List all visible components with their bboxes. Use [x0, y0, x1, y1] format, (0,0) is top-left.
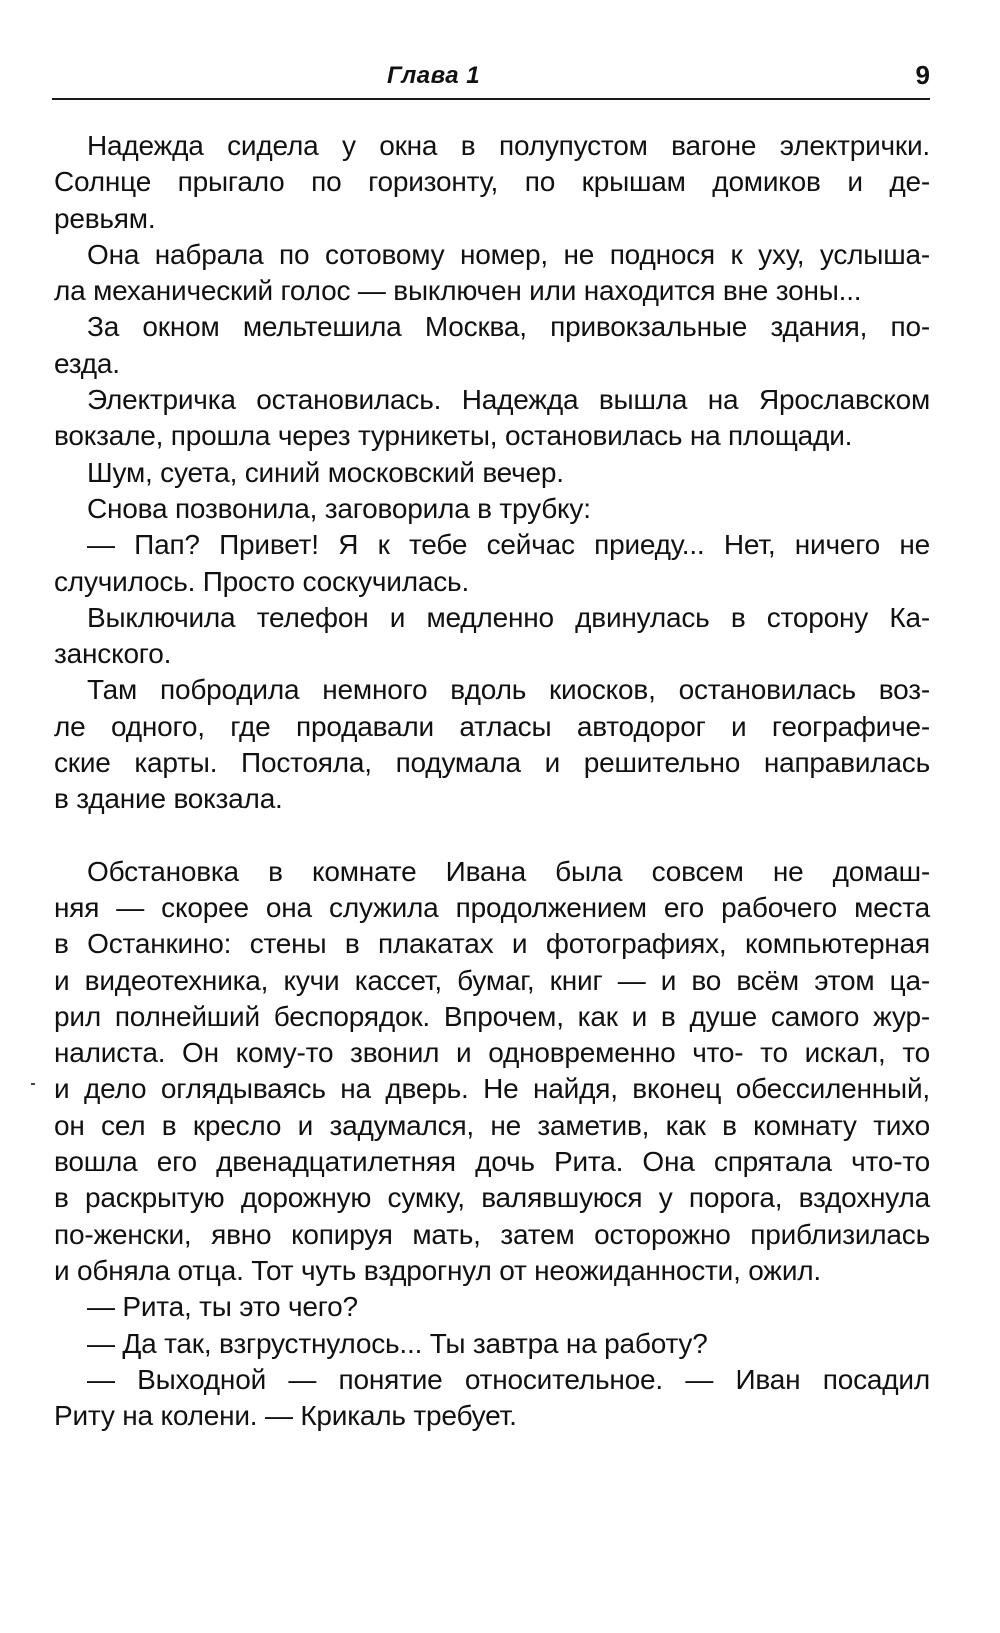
text-line: езда.	[54, 347, 120, 379]
page-number: 9	[915, 60, 930, 90]
text-line: ревьям.	[54, 202, 156, 234]
text-line: он сел в кресло и задумался, не заметив, как в комнату тихо	[54, 1109, 930, 1141]
text-line: За окном мельтешила Москва, привокзальные здания, по-	[87, 311, 930, 343]
text-line: случилось. Просто соскучилась.	[54, 565, 470, 597]
text-line: Выключила телефон и медленно двинулась в сторону Ка-	[87, 601, 930, 633]
text-line: Там побродила немного вдоль киосков, остановилась воз-	[87, 674, 930, 706]
text-line: Электричка остановилась. Надежда вышла на Ярославском	[87, 384, 930, 416]
text-line: Обстановка в комнате Ивана была совсем не домаш-	[87, 855, 930, 887]
text-line: занского.	[54, 638, 172, 670]
text-line: — Да так, взгрустнулось... Ты завтра на работу?	[87, 1327, 708, 1359]
body-text	[54, 128, 930, 1434]
text-line: Риту на колени. — Крикаль требует.	[54, 1400, 517, 1432]
text-line: ские карты. Постояла, подумала и решительно направилась	[54, 747, 930, 779]
section-break	[54, 818, 930, 854]
text-line: в раскрытую дорожную сумку, валявшуюся у порога, вздохнула	[54, 1182, 930, 1214]
text-line: Надежда сидела у окна в полупустом вагоне электрички.	[87, 130, 930, 161]
print-speck	[31, 1083, 35, 1085]
text-line: Она набрала по сотовому номер, не поднося к уху, услыша-	[87, 238, 930, 270]
text-line: — Пап? Привет! Я к тебе сейчас приеду... Нет, ничего не	[87, 529, 930, 561]
text-line: ла механический голос — выключен или находится вне зоны...	[54, 275, 862, 307]
text-line: и дело оглядываясь на дверь. Не найдя, вконец обессиленный,	[54, 1073, 930, 1105]
text-line: Солнце прыгало по горизонту, по крышам домиков и де-	[54, 166, 930, 198]
text-line: Снова позвонила, заговорила в трубку:	[87, 492, 591, 524]
text-line: и обняла отца. Тот чуть вздрогнул от неожиданности, ожил.	[54, 1254, 821, 1286]
text-line: и видеотехника, кучи кассет, бумаг, книг — и во всём этом ца-	[54, 964, 930, 996]
running-header	[52, 58, 930, 100]
text-line: в здание вокзала.	[54, 783, 283, 815]
text-line: ле одного, где продавали атласы автодорог и географиче-	[54, 710, 930, 742]
text-line: няя — скорее она служила продолжением его рабочего места	[54, 891, 930, 923]
text-line: вокзале, прошла через турникеты, остановилась на площади.	[54, 420, 853, 452]
text-line: в Останкино: стены в плакатах и фотографиях, компьютерная	[54, 928, 930, 960]
text-line: рил полнейший беспорядок. Впрочем, как и в душе самого жур-	[54, 1000, 930, 1032]
text-line: Шум, суета, синий московский вечер.	[87, 456, 564, 488]
chapter-title: Глава 1	[387, 62, 481, 89]
text-line: по-женски, явно копируя мать, затем осторожно приблизилась	[54, 1218, 930, 1250]
text-line: — Выходной — понятие относительное. — Иван посадил	[87, 1363, 930, 1395]
text-line: — Рита, ты это чего?	[87, 1291, 358, 1323]
text-line: налиста. Он кому-то звонил и одновременно что- то искал, то	[54, 1037, 930, 1069]
text-line: вошла его двенадцатилетняя дочь Рита. Она спрятала что-то	[54, 1146, 930, 1178]
